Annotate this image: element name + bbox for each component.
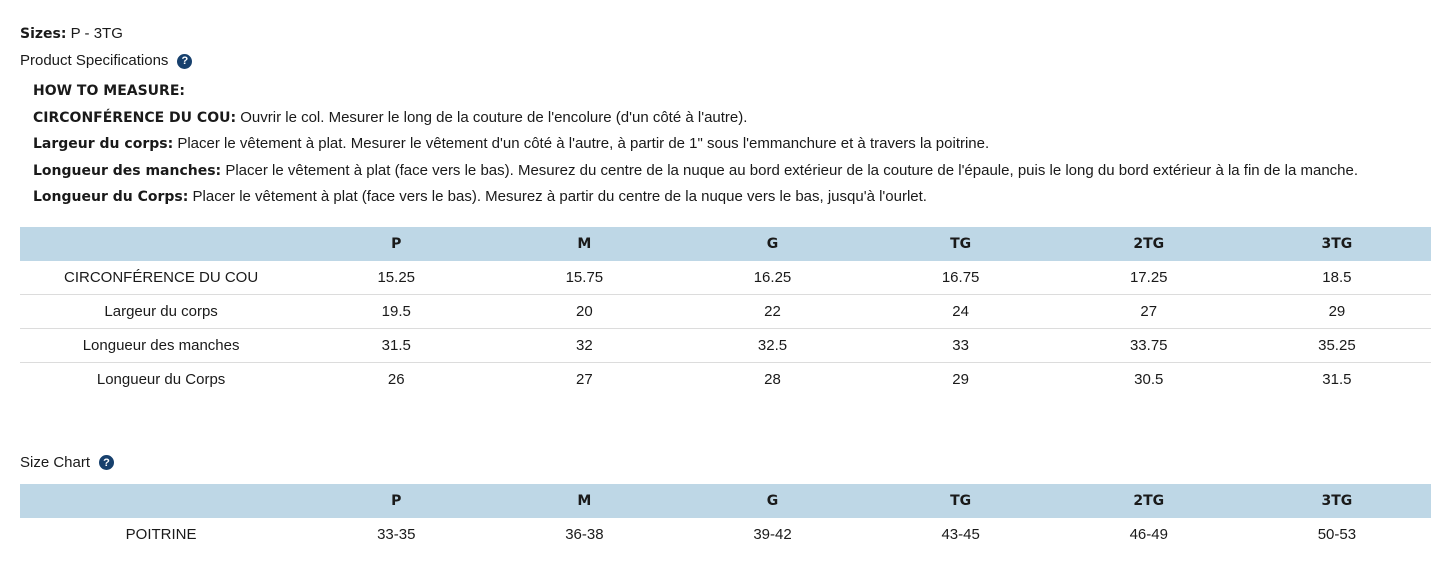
column-header: 2TG: [1133, 492, 1165, 509]
table-row: [20, 261, 1431, 295]
table-cell: 36-38: [565, 525, 604, 543]
table-cell: 33: [867, 328, 1055, 362]
size-chart-table: [20, 484, 1431, 551]
table-cell: 22: [678, 294, 866, 328]
measure-item: [33, 158, 1431, 185]
table-cell: 46-49: [1129, 525, 1168, 543]
product-specifications-title: Product Specifications: [20, 52, 169, 69]
table-row: [20, 328, 1431, 362]
column-header: G: [766, 492, 779, 509]
measure-item: [33, 184, 1431, 211]
table-row: [20, 294, 1431, 328]
column-header: P: [391, 492, 402, 509]
table-cell: 33.75: [1055, 328, 1243, 362]
row-label: Largeur du corps: [20, 294, 302, 328]
table-cell: 18.5: [1243, 261, 1431, 295]
question-circle-icon[interactable]: ?: [177, 54, 192, 69]
column-header: [20, 484, 302, 518]
table-cell: 29: [1243, 294, 1431, 328]
measure-text: Placer le vêtement à plat. Mesurer le vêtement d'un côté à l'autre, à partir de 1" sous l'emmanchure et à travers la poitrine.: [177, 135, 990, 152]
table-row: [20, 362, 1431, 396]
measure-text: Placer le vêtement à plat (face vers le bas). Mesurez du centre de la nuque au bord extérieur de la couture de l'épaule, puis le long du bord extérieur à la fin de la manche.: [225, 161, 1359, 179]
table-cell: 35.25: [1243, 328, 1431, 362]
table-cell: 39-42: [753, 525, 792, 543]
table-cell: 19.5: [302, 294, 490, 328]
column-header: 2TG: [1133, 235, 1165, 252]
table-cell: 32.5: [678, 328, 866, 362]
measure-term: CIRCONFÉRENCE DU COU:: [33, 109, 237, 126]
table-cell: 17.25: [1055, 261, 1243, 295]
table-cell: 15.25: [302, 261, 490, 295]
measure-item: [33, 131, 1431, 158]
column-header: M: [577, 492, 592, 509]
row-label: CIRCONFÉRENCE DU COU: [20, 261, 302, 295]
row-label: Longueur du Corps: [96, 370, 226, 388]
table-cell: 32: [490, 328, 678, 362]
table-cell: 20: [490, 294, 678, 328]
sizes-value: P - 3TG: [70, 25, 123, 42]
sizes-label: Sizes:: [20, 26, 67, 42]
column-header: M: [577, 235, 592, 252]
table-cell: 43-45: [941, 525, 980, 543]
product-specifications-header: [20, 51, 1431, 71]
table-cell: 31.5: [1322, 370, 1352, 388]
column-header: [20, 227, 302, 261]
measure-term: Longueur du Corps:: [33, 189, 189, 205]
how-to-measure-heading: HOW TO MEASURE:: [33, 83, 185, 99]
table-cell: 26: [387, 370, 405, 388]
table-row: [20, 518, 1431, 551]
row-label: POITRINE: [125, 525, 197, 543]
table-cell: 31.5: [302, 328, 490, 362]
question-circle-icon[interactable]: ?: [99, 455, 114, 470]
table-cell: 28: [764, 370, 781, 388]
measure-term: Largeur du corps:: [33, 136, 174, 152]
measure-text: Ouvrir le col. Mesurer le long de la couture de l'encolure (d'un côté à l'autre).: [240, 108, 748, 126]
column-header: P: [391, 235, 402, 252]
column-header: TG: [950, 492, 972, 509]
table-cell: 50-53: [1317, 525, 1357, 543]
table-header-row: [20, 484, 1431, 518]
table-cell: 16.25: [678, 261, 866, 295]
table-cell: 15.75: [490, 261, 678, 295]
measure-text: Placer le vêtement à plat (face vers le bas). Mesurez à partir du centre de la nuque vers le bas, jusqu'à l'ourlet.: [192, 188, 927, 205]
table-cell: 27: [1055, 294, 1243, 328]
product-specifications-table: [20, 227, 1431, 396]
table-cell: 29: [952, 370, 969, 388]
table-cell: 27: [576, 370, 593, 388]
sizes-line: [20, 24, 1431, 44]
size-chart-header: [20, 453, 1431, 473]
table-header-row: [20, 227, 1431, 261]
row-label: Longueur des manches: [20, 328, 302, 362]
measure-item: [33, 105, 1431, 132]
measure-term: Longueur des manches:: [33, 162, 222, 179]
table-cell: 33-35: [377, 525, 416, 543]
table-cell: 16.75: [867, 261, 1055, 295]
column-header: TG: [950, 235, 972, 252]
how-to-measure: [20, 78, 1431, 211]
column-header: G: [766, 235, 779, 252]
size-chart-title: Size Chart: [20, 453, 91, 471]
column-header: 3TG: [1321, 492, 1353, 509]
table-cell: 30.5: [1134, 370, 1164, 388]
column-header: 3TG: [1321, 235, 1353, 252]
table-cell: 24: [867, 294, 1055, 328]
